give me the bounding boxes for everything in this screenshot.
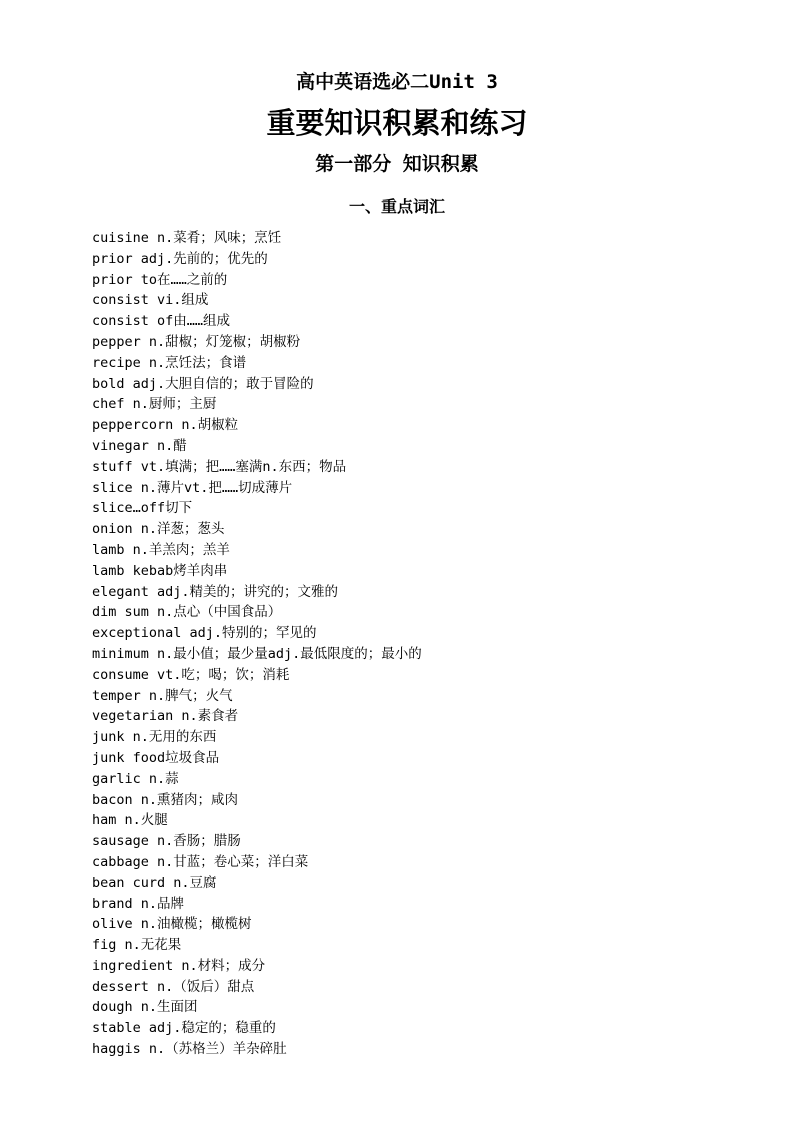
vocabulary-item: cuisine n.菜肴；风味；烹饪	[92, 230, 282, 246]
vocabulary-item: consist vi.组成	[92, 292, 209, 309]
vocabulary-item: garlic n.蒜	[92, 770, 179, 787]
vocabulary-item: chef n.厨师；主厨	[92, 396, 217, 413]
vocabulary-item: bean curd n.豆腐	[92, 874, 217, 891]
vocabulary-item: minimum n.最小值；最少量adj.最低限度的；最小的	[92, 645, 422, 662]
document-title: 高中英语选必二Unit 3	[296, 71, 498, 93]
vocabulary-item: sausage n.香肠；腊肠	[92, 833, 241, 850]
part-heading: 第一部分 知识积累	[315, 153, 479, 175]
vocabulary-item: junk food垃圾食品	[92, 749, 220, 766]
vocabulary-item: prior to在……之前的	[92, 271, 228, 288]
vocabulary-item: elegant adj.精美的；讲究的；文雅的	[92, 583, 339, 600]
vocabulary-item: stable adj.稳定的；稳重的	[92, 1020, 276, 1037]
vocabulary-item: consume vt.吃；喝；饮；消耗	[92, 666, 290, 683]
vocabulary-item: junk n.无用的东西	[92, 729, 217, 746]
vocabulary-item: cabbage n.甘蓝；卷心菜；洋白菜	[92, 853, 309, 870]
vocabulary-item: olive n.油橄榄；橄榄树	[92, 916, 252, 933]
vocabulary-item: pepper n.甜椒；灯笼椒；胡椒粉	[92, 333, 301, 350]
vocabulary-item: brand n.品牌	[92, 895, 185, 912]
vocabulary-item: recipe n.烹饪法；食谱	[92, 354, 247, 371]
vocabulary-item: exceptional adj.特别的；罕见的	[92, 625, 317, 642]
vocabulary-item: peppercorn n.胡椒粒	[92, 417, 239, 434]
vocabulary-item: fig n.无花果	[92, 937, 182, 954]
vocabulary-item: dim sum n.点心（中国食品）	[92, 604, 282, 621]
section-heading: 一、重点词汇	[348, 197, 445, 216]
vocabulary-item: bacon n.熏猪肉；咸肉	[92, 791, 239, 808]
vocabulary-item: vegetarian n.素食者	[92, 708, 239, 725]
vocabulary-item: slice n.薄片vt.把……切成薄片	[92, 479, 293, 496]
vocabulary-item: temper n.脾气；火气	[92, 687, 233, 704]
vocabulary-item: slice…off切下	[92, 500, 193, 517]
vocabulary-list	[92, 228, 752, 1060]
vocabulary-item: dessert n.（饭后）甜点	[92, 978, 255, 995]
vocabulary-item: ingredient n.材料；成分	[92, 957, 266, 974]
vocabulary-item: dough n.生面团	[92, 999, 198, 1016]
vocabulary-item: vinegar n.醋	[92, 437, 187, 454]
vocabulary-item: prior adj.先前的；优先的	[92, 250, 268, 267]
vocabulary-item: haggis n.（苏格兰）羊杂碎肚	[92, 1041, 287, 1058]
vocabulary-item: lamb kebab烤羊肉串	[92, 562, 228, 579]
document-subtitle: 重要知识积累和练习	[266, 106, 528, 140]
vocabulary-item: stuff vt.填满；把……塞满n.东西；物品	[92, 458, 347, 475]
vocabulary-item: ham n.火腿	[92, 812, 168, 829]
vocabulary-item: onion n.洋葱；葱头	[92, 521, 225, 538]
vocabulary-item: consist of由……组成	[92, 313, 231, 330]
vocabulary-item: lamb n.羊羔肉；羔羊	[92, 541, 230, 558]
vocabulary-item: bold adj.大胆自信的；敢于冒险的	[92, 375, 314, 392]
